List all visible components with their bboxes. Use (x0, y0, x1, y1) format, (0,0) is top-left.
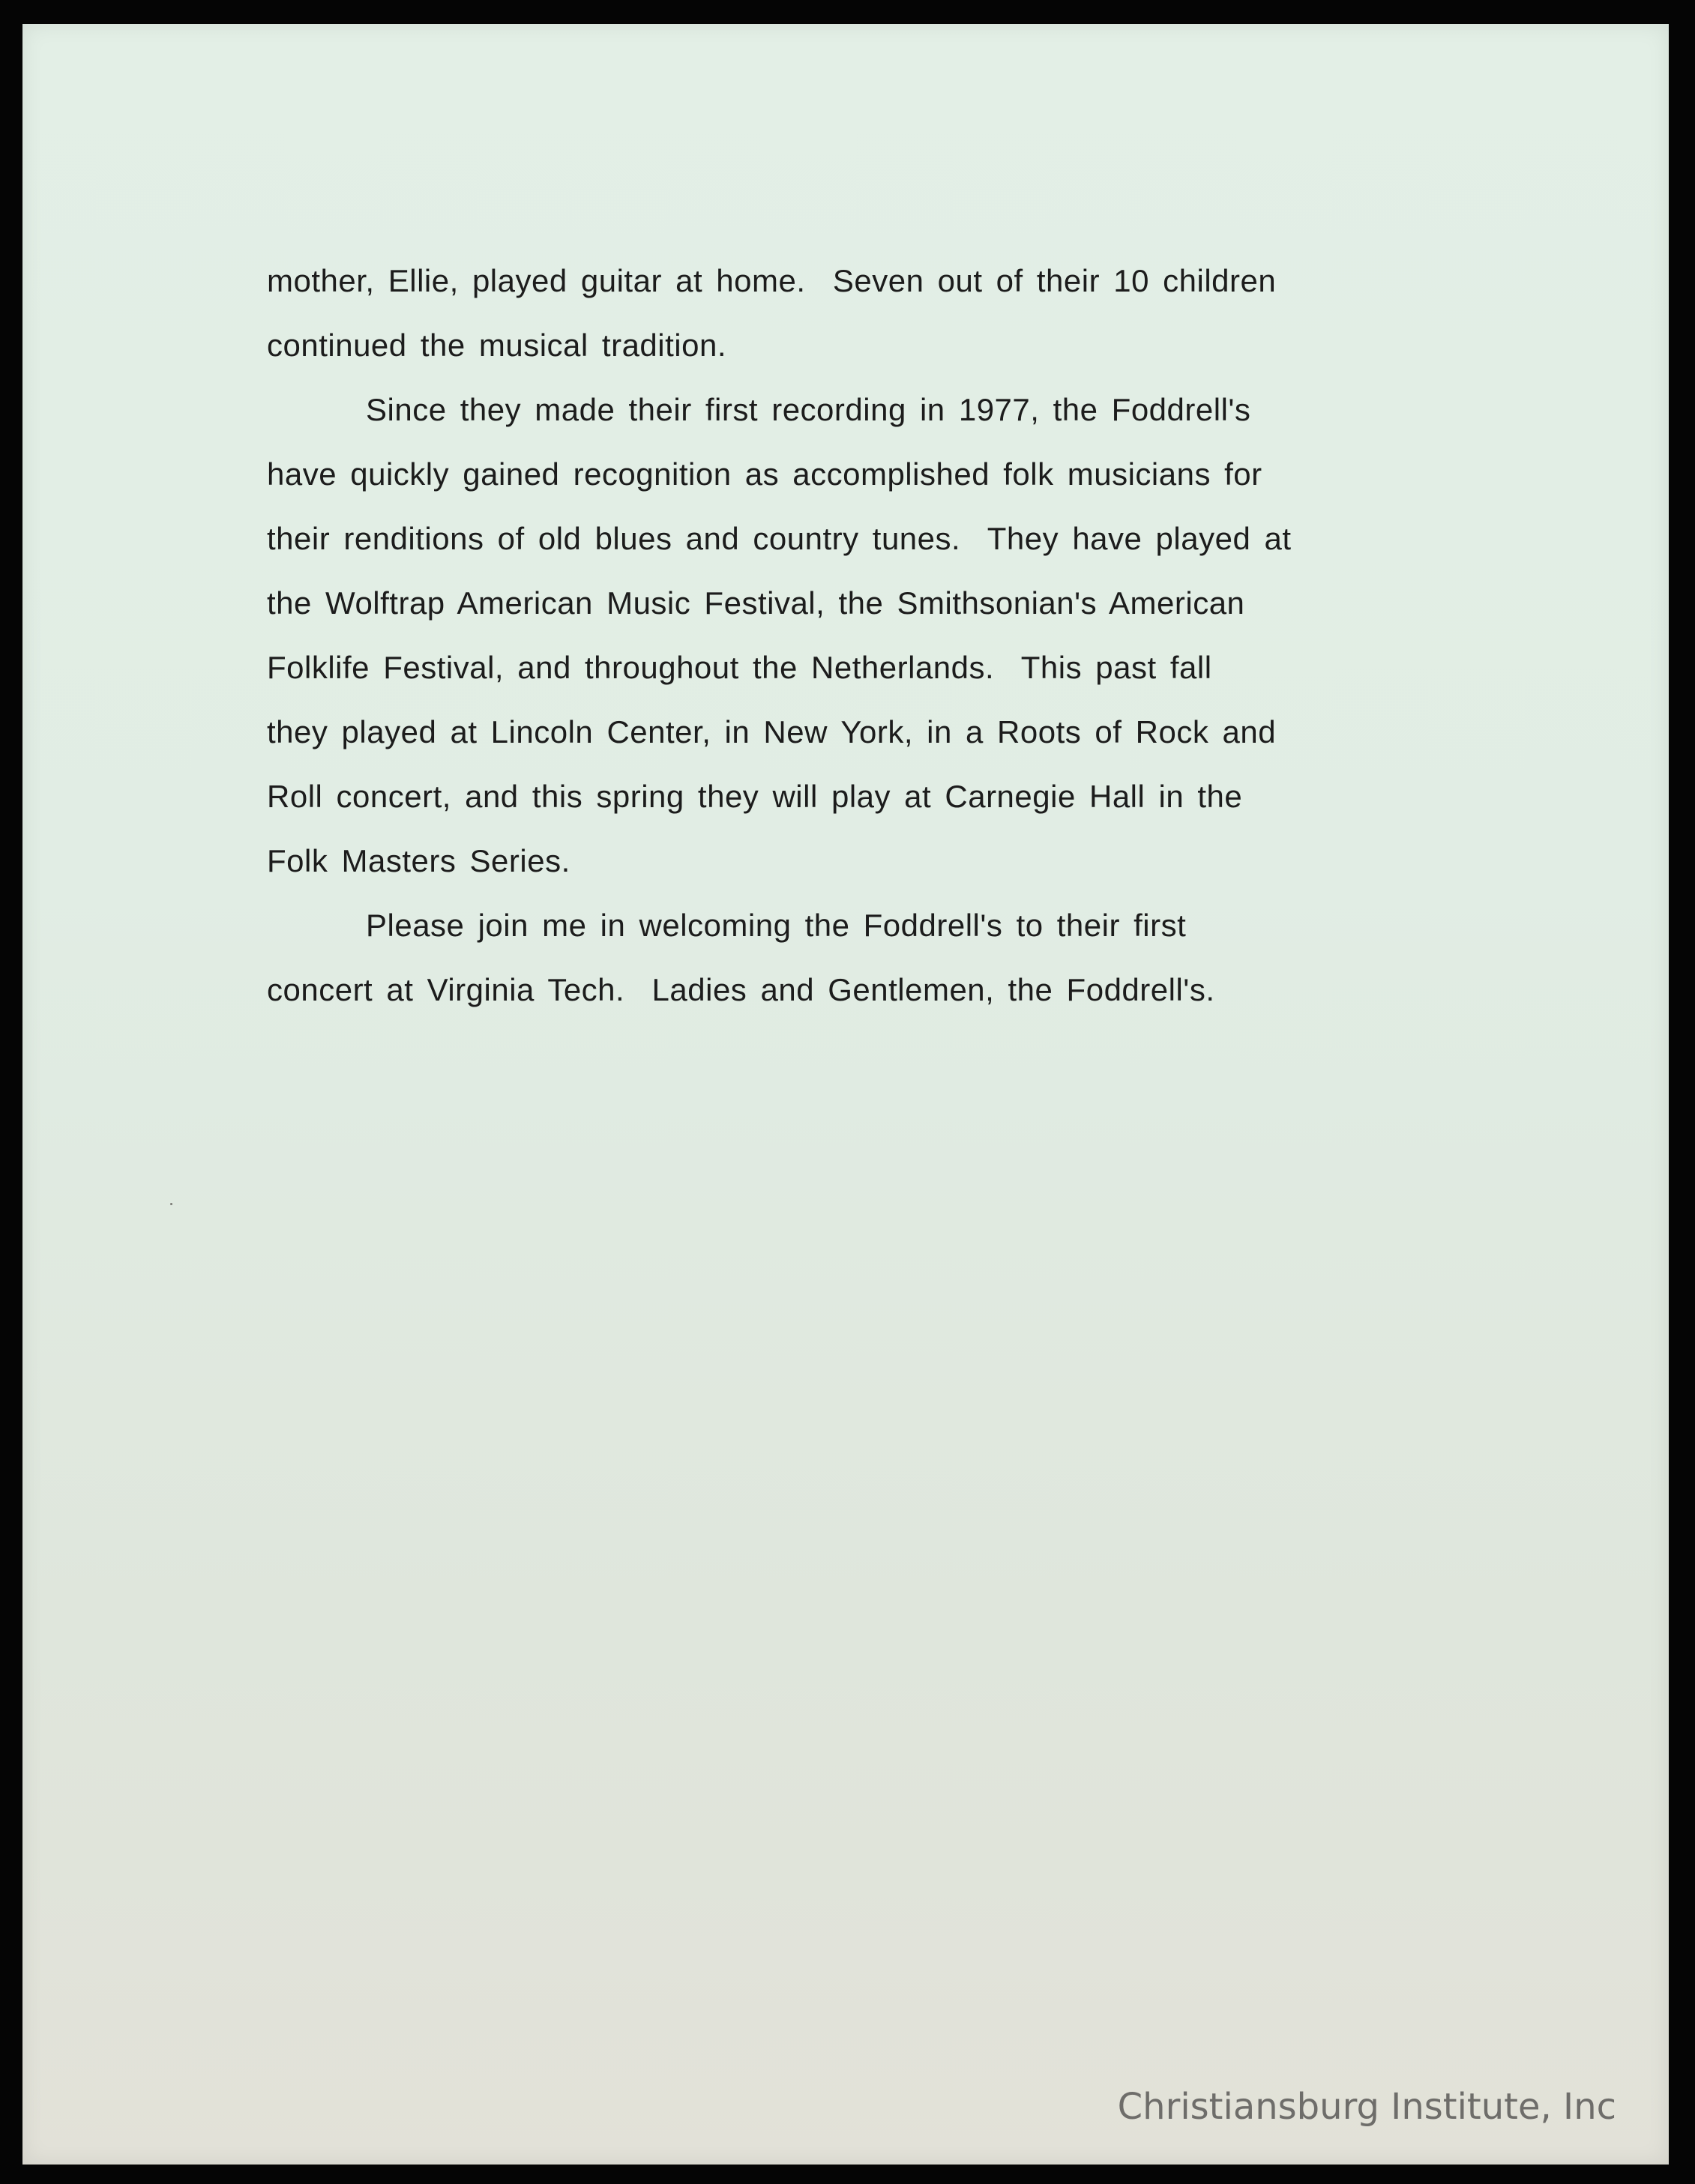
paragraph-start-line: Since they made their first recording in 1977, the Foddrell's (366, 392, 1251, 427)
text-line: Folk Masters Series. (267, 843, 570, 878)
paragraph-start-line: Please join me in welcoming the Foddrell's to their first (366, 908, 1187, 943)
text-line: have quickly gained recognition as accomplished folk musicians for (267, 456, 1262, 492)
body-text (267, 249, 1451, 1022)
watermark: Christiansburg Institute, Inc (1117, 2086, 1616, 2128)
text-line: Folklife Festival, and throughout the Netherlands. This past fall (267, 650, 1212, 685)
text-line: concert at Virginia Tech. Ladies and Gentlemen, the Foddrell's. (267, 972, 1215, 1007)
text-line: they played at Lincoln Center, in New York, in a Roots of Rock and (267, 714, 1277, 749)
text-line: Roll concert, and this spring they will play at Carnegie Hall in the (267, 779, 1243, 814)
text-line: continued the musical tradition. (267, 328, 726, 363)
text-line: their renditions of old blues and country tunes. They have played at (267, 521, 1292, 556)
text-line: mother, Ellie, played guitar at home. Seven out of their 10 children (267, 263, 1277, 298)
text-line: the Wolftrap American Music Festival, the Smithsonian's American (267, 585, 1245, 621)
paper-speck (170, 1203, 172, 1205)
paper-sheet (22, 24, 1669, 2165)
